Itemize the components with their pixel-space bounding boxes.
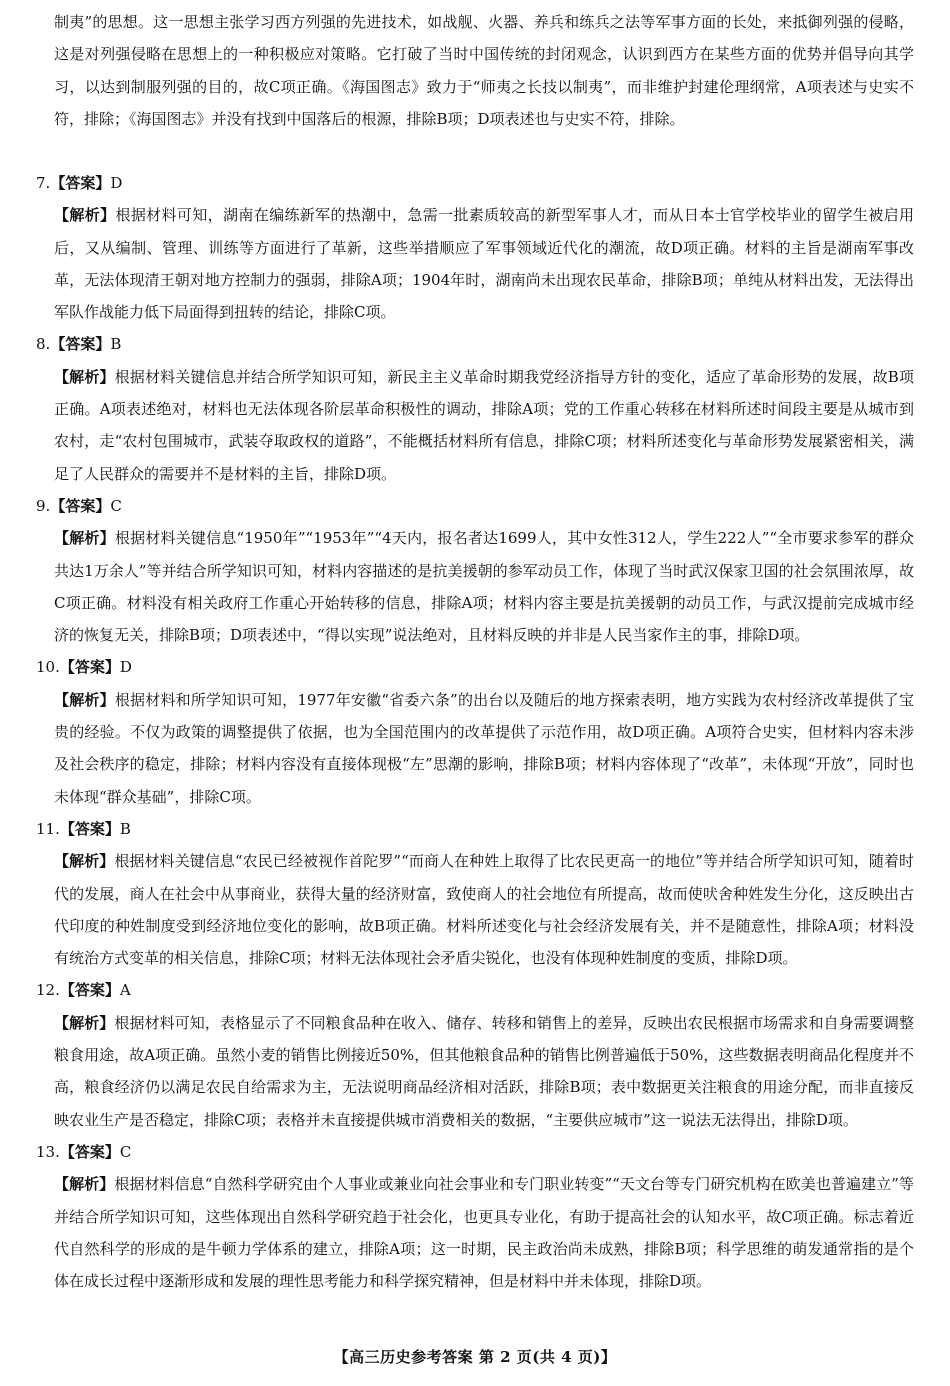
analysis-tag: 【解析】 (54, 852, 115, 871)
intro-paragraph: 制夷”的思想。这一思想主张学习西方列强的先进技术，如战舰、火器、养兵和练兵之法等军事方面的长处，来抵御列强的侵略，这是对列强侵略在思想上的一种积极应对策略。它打破了当时中国传统的封闭观念，认识到西方在某些方面的优势并倡导向其学习，以达到制服列强的目的，故C项正确。《海国图志》致力于“师夷之长技以制夷”，而非维护封建伦理纲常，A项表述与史实不符，排除；《海国图志》并没有找到中国落后的根源，排除B项；D项表述也与史实不符，排除。 (54, 13, 914, 128)
answer-item-12 (36, 974, 914, 1135)
answer-letter: B (110, 335, 122, 354)
answer-line (36, 490, 914, 522)
question-number: 12. (36, 981, 60, 1000)
question-number: 10. (36, 658, 60, 677)
answer-item-10 (36, 651, 914, 812)
answer-tag: 【答案】 (50, 335, 111, 354)
answer-line (36, 974, 914, 1006)
analysis-paragraph (36, 361, 914, 490)
answer-item-7 (36, 167, 914, 328)
answer-tag: 【答案】 (50, 496, 111, 515)
answer-letter: D (119, 658, 132, 677)
answer-item-13 (36, 1136, 914, 1297)
analysis-text: 根据材料和所学知识可知，1977年安徽“省委六条”的出台以及随后的地方探索表明，地方实践为农村经济改革提供了宝贵的经验。不仅为政策的调整提供了依据，也为全国范围内的改革提供了示范作用，故D项正确。A项符合史实，但材料内容未涉及社会秩序的稳定，排除；材料内容没有直接体现极“左”思潮的影响，排除B项；材料内容体现了“改革”，未体现“开放”，同时也未体现“群众基础”，排除C项。 (54, 690, 914, 806)
answer-tag: 【答案】 (59, 819, 120, 838)
analysis-text: 根据材料信息“自然科学研究由个人事业或兼业向社会事业和专门职业转变”“天文台等专门研究机构在欧美也普遍建立”等并结合所学知识可知，这些体现出自然科学研究趋于社会化，也更具专业化，有助于提高社会的认知水平，故C项正确。标志着近代自然科学的形成的是牛顿力学体系的建立，排除A项；这一时期，民主政治尚未成熟，排除B项；科学思维的萌发通常指的是个体在成长过程中逐渐形成和发展的理性思考能力和科学探究精神，但是材料中并未体现，排除D项。 (54, 1175, 914, 1291)
answer-line (36, 651, 914, 683)
answer-line (36, 328, 914, 360)
answer-tag: 【答案】 (59, 981, 120, 1000)
analysis-paragraph (36, 522, 914, 651)
answer-letter: C (119, 1142, 132, 1161)
answer-letter: A (119, 981, 131, 1000)
analysis-text: 根据材料关键信息并结合所学知识可知，新民主主义革命时期我党经济指导方针的变化，适应了革命形势的发展，故B项正确。A项表述绝对，材料也无法体现各阶层革命积极性的调动，排除A项；党的工作重心转移在材料所述时间段主要是从城市到农村，走“农村包围城市，武装夺取政权的道路”，不能概括材料所有信息，排除C项；材料所述变化与革命形势发展紧密相关，满足了人民群众的需要并不是材料的主旨，排除D项。 (54, 367, 914, 483)
question-number: 9. (36, 496, 51, 515)
analysis-text: 根据材料可知，表格显示了不同粮食品种在收入、储存、转移和销售上的差异，反映出农民根据市场需求和自身需要调整粮食用途，故A项正确。虽然小麦的销售比例接近50%，但其他粮食品种的销售比例普遍低于50%，这些数据表明商品化程度并不高，粮食经济仍以满足农民自给需求为主，无法说明商品经济相对活跃，排除B项；表中数据更关注粮食的用途分配，而非直接反映农业生产是否稳定，排除C项；表格并未直接提供城市消费相关的数据，“主要供应城市”这一说法无法得出，排除D项。 (54, 1013, 914, 1129)
analysis-tag: 【解析】 (54, 367, 115, 386)
analysis-paragraph (36, 845, 914, 974)
analysis-tag: 【解析】 (54, 206, 116, 225)
answer-content (36, 6, 914, 1297)
analysis-text: 根据材料可知，湖南在编练新军的热潮中，急需一批素质较高的新型军事人才，而从日本士官学校毕业的留学生被启用后，又从编制、管理、训练等方面进行了革新，这些举措顺应了军事领域近代化的潮流，故D项正确。材料的主旨是湖南军事改革，无法体现清王朝对地方控制力的强弱，排除A项；1904年时，湖南尚未出现农民革命，排除B项；单纯从材料出发，无法得出军队作战能力低下局面得到扭转的结论，排除C项。 (54, 206, 914, 322)
answer-tag: 【答案】 (50, 174, 111, 192)
answer-line (36, 813, 914, 845)
answer-item-8 (36, 328, 914, 489)
page-footer: 【高三历史参考答案 第 2 页(共 4 页)】 (333, 1348, 617, 1366)
analysis-tag: 【解析】 (54, 1175, 115, 1194)
answer-tag: 【答案】 (59, 1142, 120, 1161)
question-number: 7. (36, 174, 51, 192)
answer-item-9 (36, 490, 914, 651)
analysis-tag: 【解析】 (54, 529, 115, 548)
question-number: 11. (36, 819, 60, 838)
answer-item-11 (36, 813, 914, 974)
answer-line (36, 167, 914, 199)
answer-letter: D (110, 174, 123, 192)
answer-line (36, 1136, 914, 1168)
analysis-text: 根据材料关键信息“农民已经被视作首陀罗”“而商人在种姓上取得了比农民更高一的地位”等并结合所学知识可知，随着时代的发展，商人在社会中从事商业，获得大量的经济财富，致使商人的社会地位有所提高，故而使吠舍种姓发生分化，这反映出古代印度的种姓制度受到经济地位变化的影响，故B项正确。材料所述变化与社会经济发展有关，并不是随意性，排除A项；材料没有统治方式变革的相关信息，排除C项；材料无法体现社会矛盾尖锐化，也没有体现种姓制度的变质，排除D项。 (54, 852, 914, 968)
question-number: 13. (36, 1142, 60, 1161)
analysis-tag: 【解析】 (54, 1013, 115, 1032)
analysis-tag: 【解析】 (54, 690, 115, 709)
analysis-paragraph (36, 1007, 914, 1136)
question-number: 8. (36, 335, 51, 354)
analysis-paragraph (36, 199, 914, 328)
analysis-text: 根据材料关键信息“1950年”“1953年”“4天内，报名者达1699人，其中女性312人，学生222人”“全市要求参军的群众共达1万余人”等并结合所学知识可知，材料内容描述的是抗美援朝的参军动员工作，体现了当时武汉保家卫国的社会氛围浓厚，故C项正确。材料没有相关政府工作重心开始转移的信息，排除A项；材料内容主要是抗美援朝的动员工作，与武汉提前完成城市经济的恢复无关，排除B项；D项表述中，“得以实现”说法绝对，且材料反映的并非是人民当家作主的事，排除D项。 (54, 529, 914, 645)
answer-letter: C (110, 496, 122, 515)
answer-tag: 【答案】 (59, 658, 120, 677)
analysis-paragraph (36, 1168, 914, 1297)
answer-letter: B (119, 819, 131, 838)
analysis-paragraph (36, 684, 914, 813)
